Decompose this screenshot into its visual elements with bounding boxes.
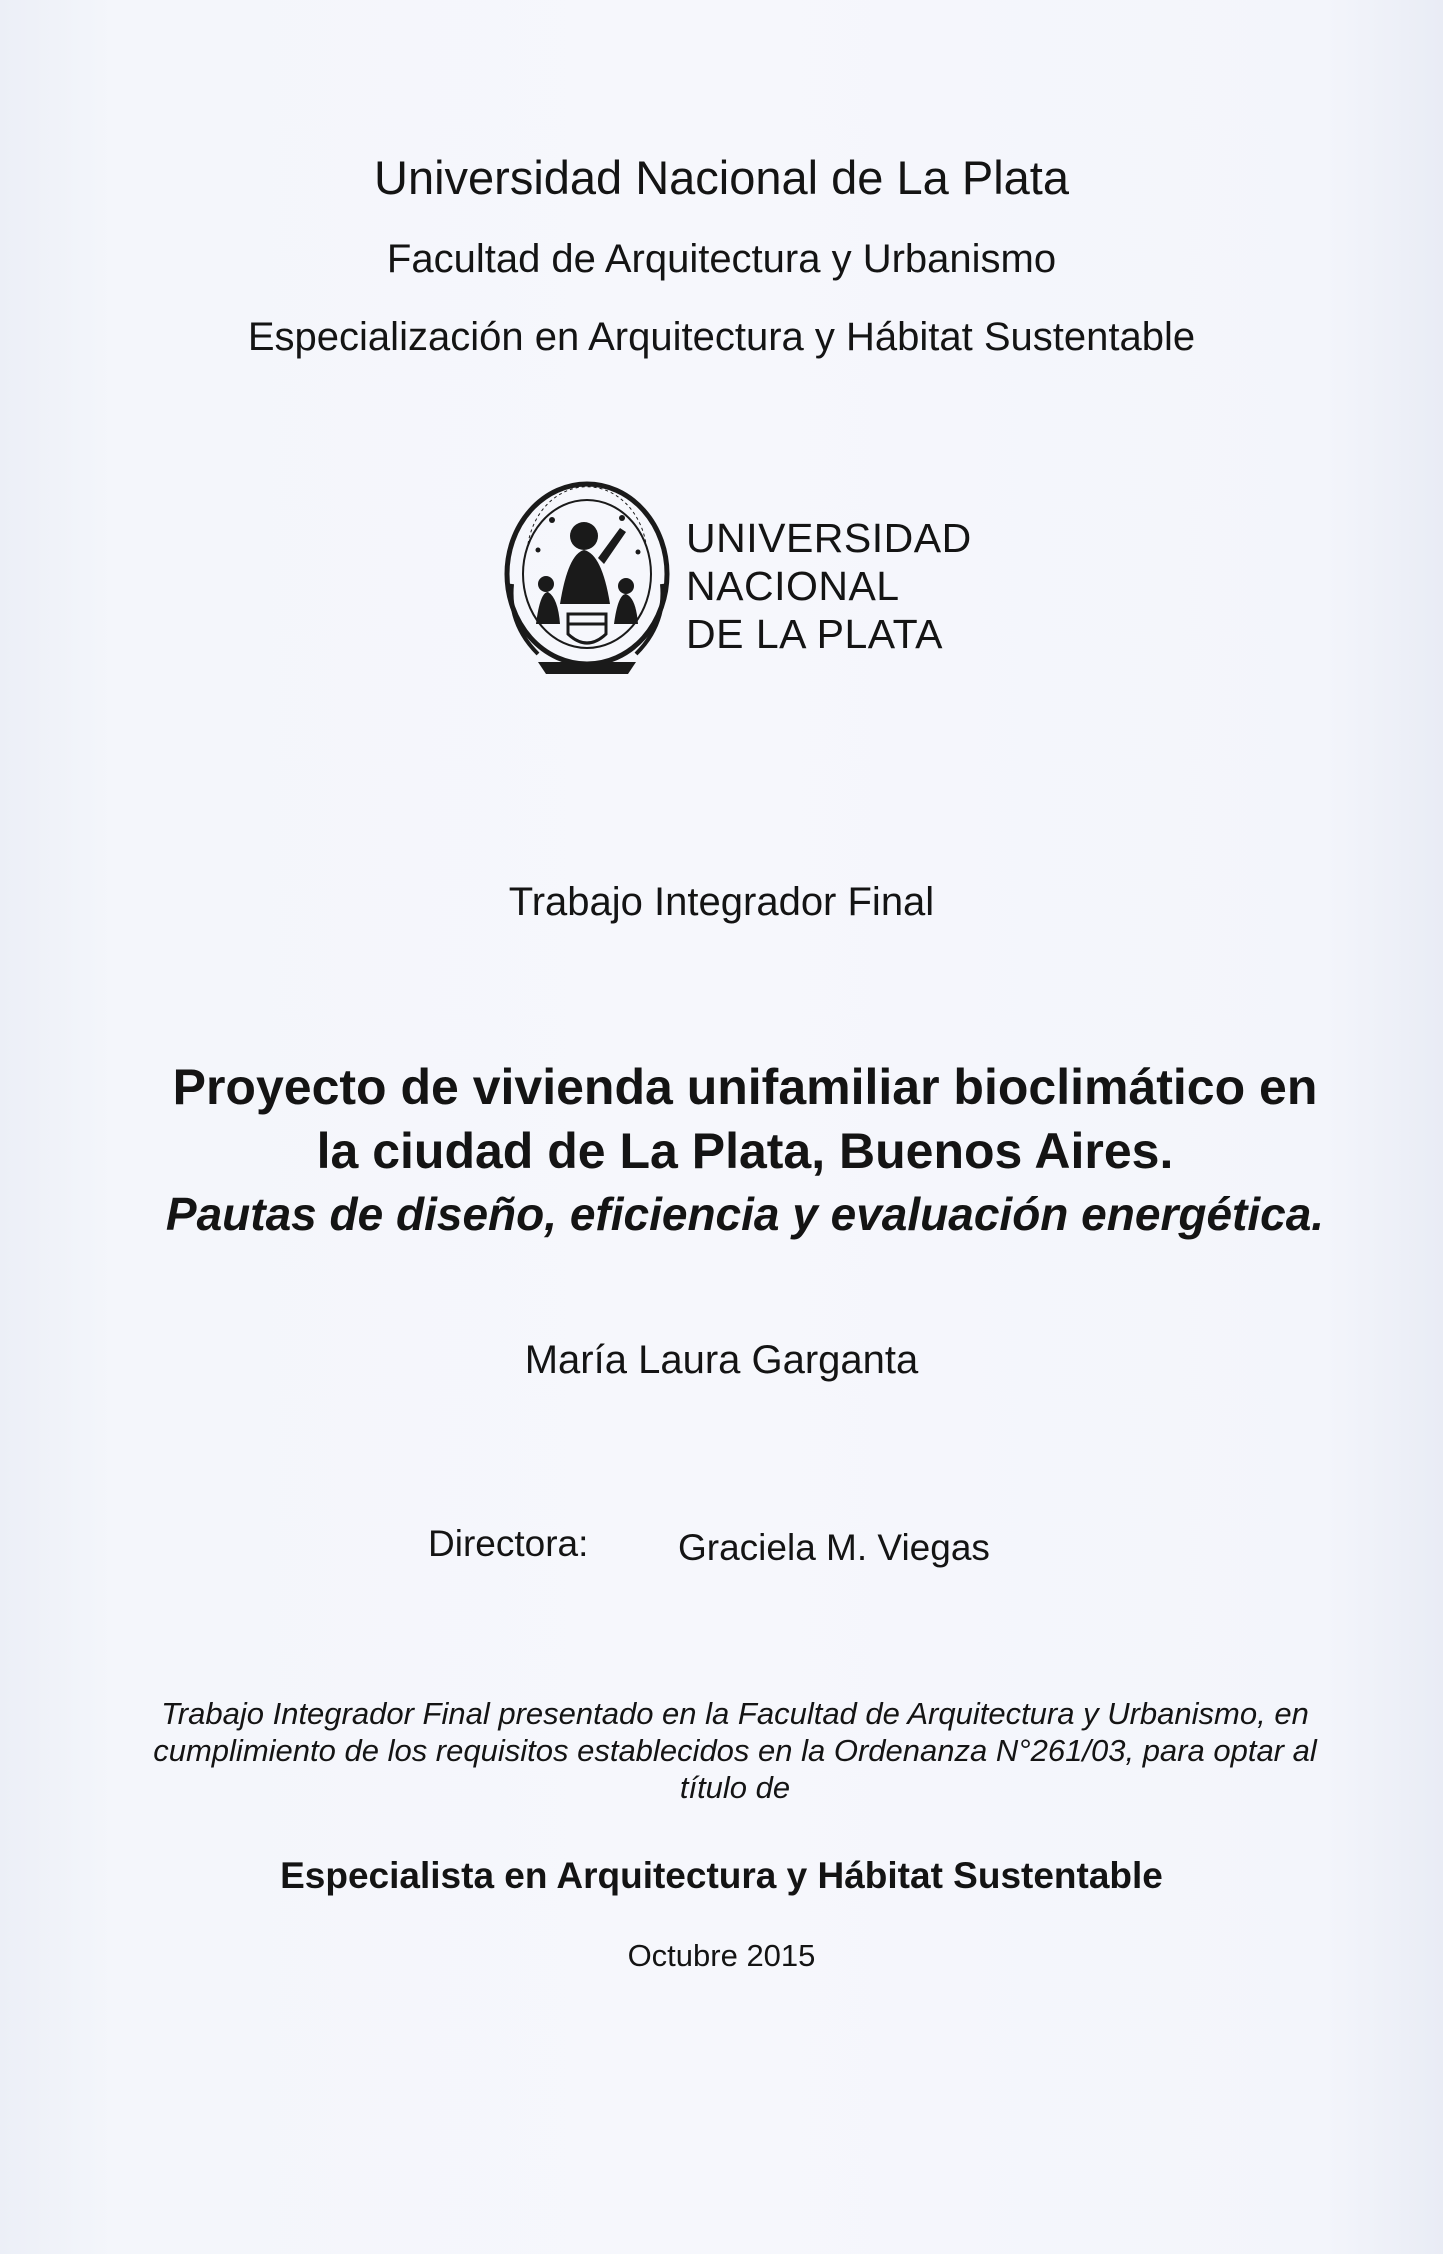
logo-line: DE LA PLATA bbox=[686, 611, 943, 657]
director-label: Directora: bbox=[428, 1523, 589, 1564]
statement-line: cumplimiento de los requisitos establecidos en la Ordenanza N°261/03, para optar al bbox=[153, 1733, 1317, 1768]
statement-line: título de bbox=[679, 1770, 791, 1805]
document-type: Trabajo Integrador Final bbox=[508, 880, 935, 924]
university-logo bbox=[498, 474, 972, 689]
author-name: María Laura Garganta bbox=[524, 1338, 919, 1382]
show-through-text bbox=[380, 520, 391, 565]
director-name: Graciela M. Viegas bbox=[678, 1527, 990, 1568]
degree-name: Especialista en Arquitectura y Hábitat Sustentable bbox=[280, 1855, 1163, 1896]
presentation-statement bbox=[100, 1695, 1370, 1806]
subtitle: Pautas de diseño, eficiencia y evaluación energética. bbox=[165, 1188, 1325, 1240]
faculty-name: Facultad de Arquitectura y Urbanismo bbox=[386, 237, 1057, 281]
university-name: Universidad Nacional de La Plata bbox=[374, 151, 1069, 204]
title-line: la ciudad de La Plata, Buenos Aires. bbox=[316, 1123, 1174, 1179]
logo-wordmark bbox=[686, 514, 972, 658]
title-line: Proyecto de vivienda unifamiliar bioclimático en bbox=[172, 1059, 1318, 1115]
submission-date: Octubre 2015 bbox=[627, 1938, 816, 1973]
logo-line: NACIONAL bbox=[686, 563, 900, 609]
program-name: Especialización en Arquitectura y Hábitat Sustentable bbox=[247, 315, 1196, 359]
statement-line: Trabajo Integrador Final presentado en la Facultad de Arquitectura y Urbanismo, en bbox=[161, 1696, 1309, 1731]
logo-line: UNIVERSIDAD bbox=[686, 515, 972, 561]
university-seal-icon bbox=[498, 474, 676, 684]
thesis-title bbox=[100, 1055, 1390, 1245]
